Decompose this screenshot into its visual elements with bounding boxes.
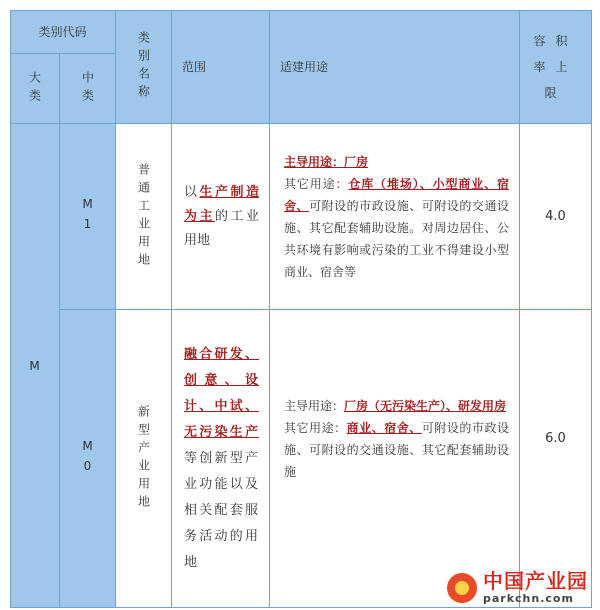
m0-scope-cell [172, 310, 270, 608]
m1-use-main: 主导用途：厂房 [284, 154, 369, 169]
m1-name-text: 普通工业用地 [136, 162, 151, 271]
watermark-name: 中国产业园 [483, 569, 588, 593]
m0-use-main-pre: 主导用途： [284, 398, 345, 413]
m1-scope-post: 的工业用地 [184, 208, 259, 248]
header-applicable-use [270, 10, 520, 124]
major-code-text: M [29, 358, 40, 373]
header-category-name [116, 10, 172, 124]
header-major-class-text: 大类 [27, 70, 42, 107]
watermark-site: parkchn.com [483, 592, 574, 605]
header-category-name-text: 类别名称 [136, 30, 151, 103]
m0-use-main-highlight: 厂房（无污染生产）、研发用房 [344, 398, 507, 413]
m1-use-other-highlight: 仓库（堆场）、小型商业、宿舍、 [284, 176, 509, 213]
m0-scope-highlight: 融合研发、创意、设计、中试、无污染生产 [184, 346, 259, 440]
header-category-code-text: 类别代码 [38, 24, 87, 39]
m1-code-text: M1 [80, 196, 95, 237]
m0-use-other-post: 可附设的市政设施、可附设的交通设施、其它配套辅助设施 [284, 420, 509, 479]
m0-code-cell [60, 310, 116, 608]
m1-far-text: 4.0 [545, 208, 566, 224]
m1-use-other-post: 可附设的市政设施、可附设的交通设施、其它配套辅助设施。对周边居住、公共环境有影响或污染的工业不得建设小型商业、宿舍等 [284, 198, 509, 279]
m1-far-cell [520, 124, 592, 310]
header-far-limit [520, 10, 592, 124]
m0-far-cell [520, 310, 592, 608]
header-applicable-use-text: 适建用途 [280, 59, 329, 74]
major-code-cell [10, 124, 60, 608]
watermark-logo [447, 571, 588, 604]
m0-use-other-highlight: 商业、宿舍、 [346, 420, 422, 435]
m1-name-cell [116, 124, 172, 310]
m1-use-cell [270, 124, 520, 310]
header-medium-class [60, 54, 116, 124]
m0-use-other-pre: 其它用途： [284, 420, 347, 435]
m1-scope-pre: 以 [184, 184, 200, 200]
m0-name-cell [116, 310, 172, 608]
m0-scope-post: 等创新型产业功能以及相关配套服务活动的用地 [184, 450, 259, 570]
header-scope [172, 10, 270, 124]
header-category-code [10, 10, 116, 54]
m0-far-text: 6.0 [545, 430, 566, 446]
m0-use-cell [270, 310, 520, 608]
header-scope-text: 范围 [182, 59, 207, 74]
header-medium-class-text: 中类 [80, 70, 95, 107]
header-far-limit-text: 容积率上限 [533, 33, 578, 100]
m0-code-text: M0 [80, 438, 95, 479]
m1-use-other-pre: 其它用途： [284, 176, 349, 191]
header-major-class [10, 54, 60, 124]
m1-scope-highlight: 生产制造为主 [184, 184, 259, 224]
m0-name-text: 新型产业用地 [136, 404, 151, 513]
park-logo-icon [447, 573, 477, 603]
m1-scope-cell [172, 124, 270, 310]
m1-code-cell [60, 124, 116, 310]
land-use-table [10, 10, 592, 608]
